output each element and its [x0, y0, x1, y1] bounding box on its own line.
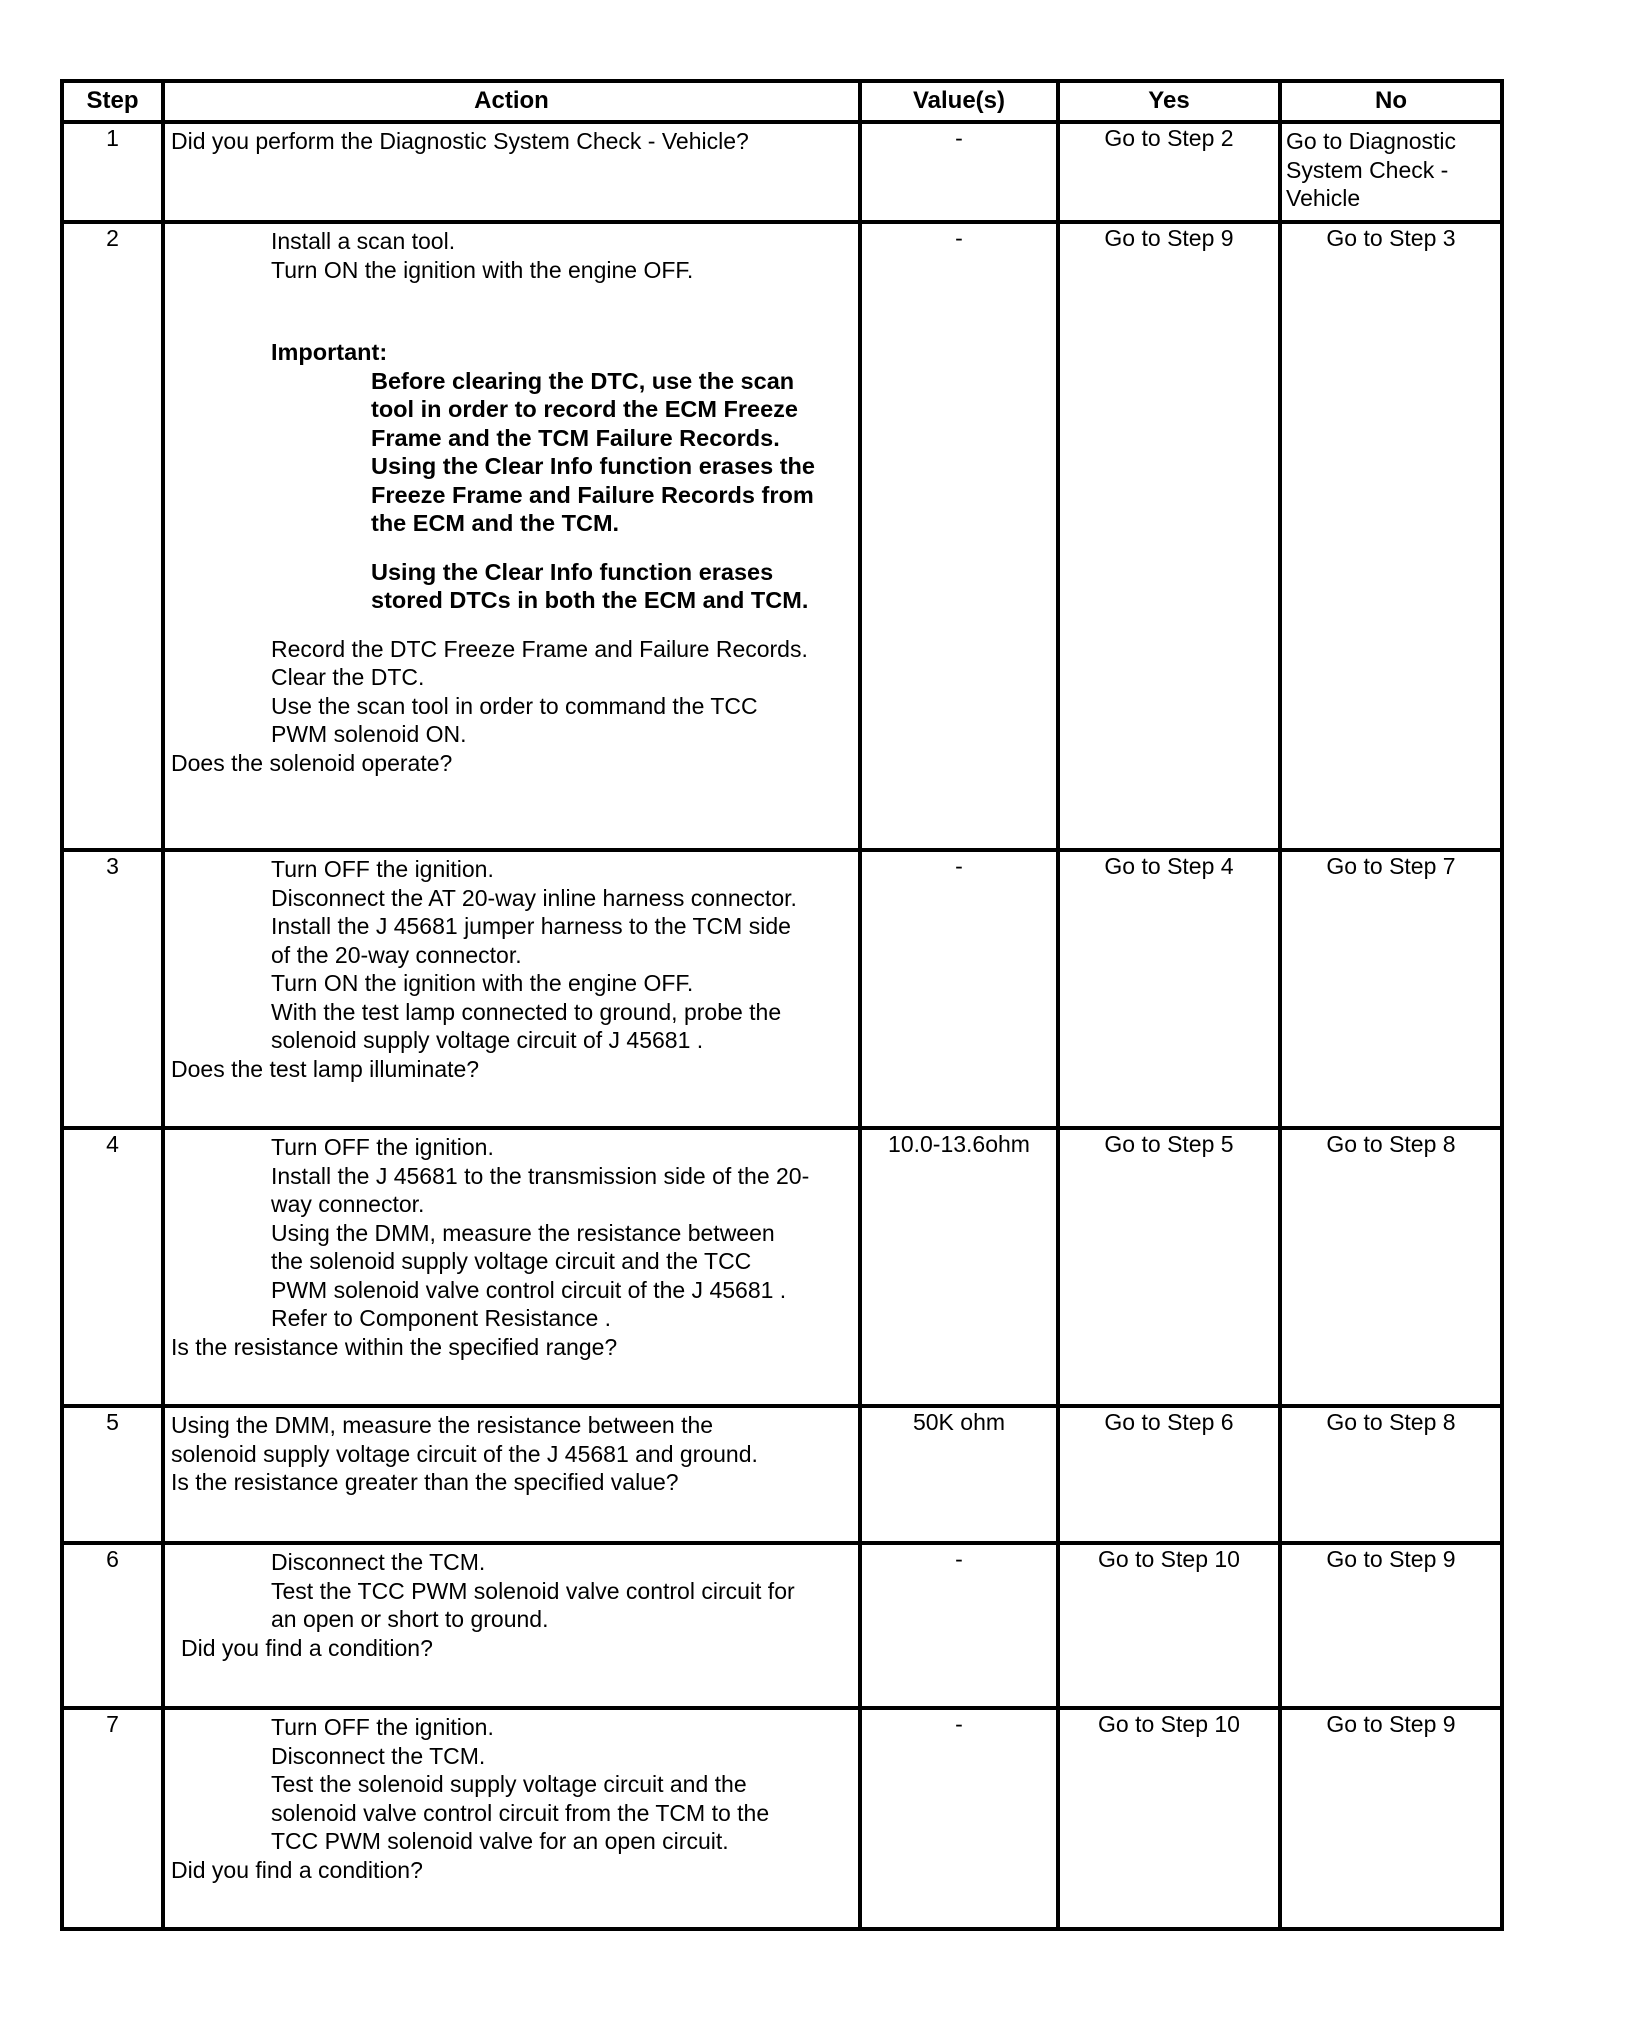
no-text-line: Go to Diagnostic	[1286, 128, 1457, 154]
step-number: 6	[62, 1543, 163, 1708]
action-line: Turn OFF the ignition.	[271, 1714, 494, 1740]
no-cell	[1280, 1406, 1502, 1543]
question-text: Did you find a condition?	[181, 1634, 433, 1661]
yes-text: Go to Step 10	[1098, 1711, 1240, 1737]
yes-text: Go to Step 10	[1098, 1546, 1240, 1572]
action-line: PWM solenoid valve control circuit of the J 45681 .	[271, 1276, 787, 1303]
step-number: 5	[62, 1406, 163, 1543]
yes-text: Go to Step 4	[1104, 853, 1234, 879]
header-no: No	[1280, 81, 1502, 122]
important-line: Freeze Frame and Failure Records from	[371, 481, 814, 508]
no-text: Go to Step 7	[1326, 853, 1456, 879]
action-line: PWM solenoid ON.	[271, 721, 467, 747]
action-cell	[163, 1406, 860, 1543]
yes-cell	[1058, 122, 1280, 222]
important-line: Frame and the TCM Failure Records.	[371, 424, 780, 451]
action-cell	[163, 222, 860, 850]
action-line: With the test lamp connected to ground, probe the	[271, 998, 782, 1025]
question-text: Did you perform the Diagnostic System Check - Vehicle?	[171, 128, 749, 154]
important-line: Using the Clear Info function erases	[371, 558, 774, 585]
table-row	[62, 222, 1502, 850]
important-line: Before clearing the DTC, use the scan	[371, 367, 795, 394]
question-text: Is the resistance within the specified range?	[171, 1333, 618, 1360]
header-step: Step	[62, 81, 163, 122]
important-line: the ECM and the TCM.	[371, 510, 620, 536]
no-text: Go to Step 8	[1326, 1409, 1456, 1435]
action-line: Install the J 45681 jumper harness to the TCM side	[271, 913, 791, 939]
value-cell: -	[860, 122, 1058, 222]
action-line: Disconnect the AT 20-way inline harness connector.	[271, 884, 797, 911]
yes-text: Go to Step 5	[1104, 1131, 1234, 1157]
action-line: Use the scan tool in order to command the TCC	[271, 692, 758, 719]
no-cell	[1280, 850, 1502, 1128]
important-label: Important:	[271, 339, 388, 365]
action-line: Refer to Component Resistance .	[271, 1305, 612, 1331]
action-line: Using the DMM, measure the resistance between	[271, 1219, 775, 1246]
value-cell: 50K ohm	[860, 1406, 1058, 1543]
action-line: Disconnect the TCM.	[271, 1742, 486, 1769]
action-line: Turn OFF the ignition.	[271, 1134, 494, 1160]
table-row	[62, 122, 1502, 222]
action-cell	[163, 1543, 860, 1708]
action-line: solenoid valve control circuit from the TCM to the	[271, 1799, 770, 1826]
action-line: way connector.	[271, 1191, 425, 1217]
no-text: Go to Step 3	[1326, 225, 1456, 251]
action-line: solenoid supply voltage circuit of the J 45681 and ground.	[171, 1440, 758, 1467]
yes-cell	[1058, 222, 1280, 850]
action-line: Record the DTC Freeze Frame and Failure Records.	[271, 635, 808, 662]
yes-cell	[1058, 1708, 1280, 1929]
step-number: 1	[62, 122, 163, 222]
step-number: 3	[62, 850, 163, 1128]
yes-text: Go to Step 2	[1104, 125, 1234, 151]
question-text: Does the solenoid operate?	[171, 749, 453, 776]
action-line: Turn ON the ignition with the engine OFF.	[271, 256, 694, 283]
value-cell: -	[860, 1543, 1058, 1708]
value-cell: -	[860, 1708, 1058, 1929]
action-line: Test the solenoid supply voltage circuit and the	[271, 1771, 747, 1797]
no-text-line: Vehicle	[1286, 185, 1361, 211]
yes-text: Go to Step 6	[1104, 1409, 1234, 1435]
table-row	[62, 1708, 1502, 1929]
step-number: 7	[62, 1708, 163, 1929]
yes-cell	[1058, 850, 1280, 1128]
important-line: tool in order to record the ECM Freeze	[371, 396, 798, 422]
action-line: the solenoid supply voltage circuit and the TCC	[271, 1248, 752, 1274]
table-row	[62, 1543, 1502, 1708]
action-cell	[163, 850, 860, 1128]
action-line: of the 20-way connector.	[271, 941, 522, 968]
action-cell	[163, 122, 860, 222]
header-values: Value(s)	[860, 81, 1058, 122]
no-cell	[1280, 1543, 1502, 1708]
yes-cell	[1058, 1543, 1280, 1708]
step-number: 4	[62, 1128, 163, 1406]
header-row	[62, 81, 1502, 122]
action-line: Disconnect the TCM.	[271, 1549, 486, 1575]
action-line: an open or short to ground.	[271, 1606, 549, 1632]
yes-cell	[1058, 1406, 1280, 1543]
table-row	[62, 850, 1502, 1128]
action-line: Test the TCC PWM solenoid valve control circuit for	[271, 1577, 795, 1604]
important-line: stored DTCs in both the ECM and TCM.	[371, 587, 809, 613]
no-text: Go to Step 9	[1326, 1711, 1456, 1737]
action-line: Turn ON the ignition with the engine OFF.	[271, 970, 694, 996]
action-line: solenoid supply voltage circuit of J 45681 .	[271, 1027, 704, 1053]
action-cell	[163, 1128, 860, 1406]
no-cell	[1280, 1128, 1502, 1406]
action-cell	[163, 1708, 860, 1929]
value-cell: 10.0-13.6ohm	[860, 1128, 1058, 1406]
table-row	[62, 1406, 1502, 1543]
step-number: 2	[62, 222, 163, 850]
diagnostic-table	[60, 79, 1504, 1931]
question-text: Is the resistance greater than the specified value?	[171, 1469, 679, 1495]
value-cell: -	[860, 850, 1058, 1128]
action-line: Install a scan tool.	[271, 228, 456, 254]
action-line: Clear the DTC.	[271, 664, 425, 690]
no-text: Go to Step 8	[1326, 1131, 1456, 1157]
header-yes: Yes	[1058, 81, 1280, 122]
no-cell	[1280, 222, 1502, 850]
action-line: TCC PWM solenoid valve for an open circuit.	[271, 1828, 729, 1854]
table-row	[62, 1128, 1502, 1406]
header-action: Action	[163, 81, 860, 122]
no-text: Go to Step 9	[1326, 1546, 1456, 1572]
action-line: Turn OFF the ignition.	[271, 856, 494, 882]
no-cell	[1280, 1708, 1502, 1929]
important-line: Using the Clear Info function erases the	[371, 453, 815, 479]
no-cell	[1280, 122, 1502, 222]
yes-text: Go to Step 9	[1104, 225, 1234, 251]
action-line: Using the DMM, measure the resistance between the	[171, 1412, 714, 1438]
value-cell: -	[860, 222, 1058, 850]
question-text: Does the test lamp illuminate?	[171, 1055, 480, 1082]
action-line: Install the J 45681 to the transmission side of the 20-	[271, 1162, 810, 1189]
question-text: Did you find a condition?	[171, 1856, 423, 1883]
no-text-line: System Check -	[1286, 156, 1449, 183]
yes-cell	[1058, 1128, 1280, 1406]
